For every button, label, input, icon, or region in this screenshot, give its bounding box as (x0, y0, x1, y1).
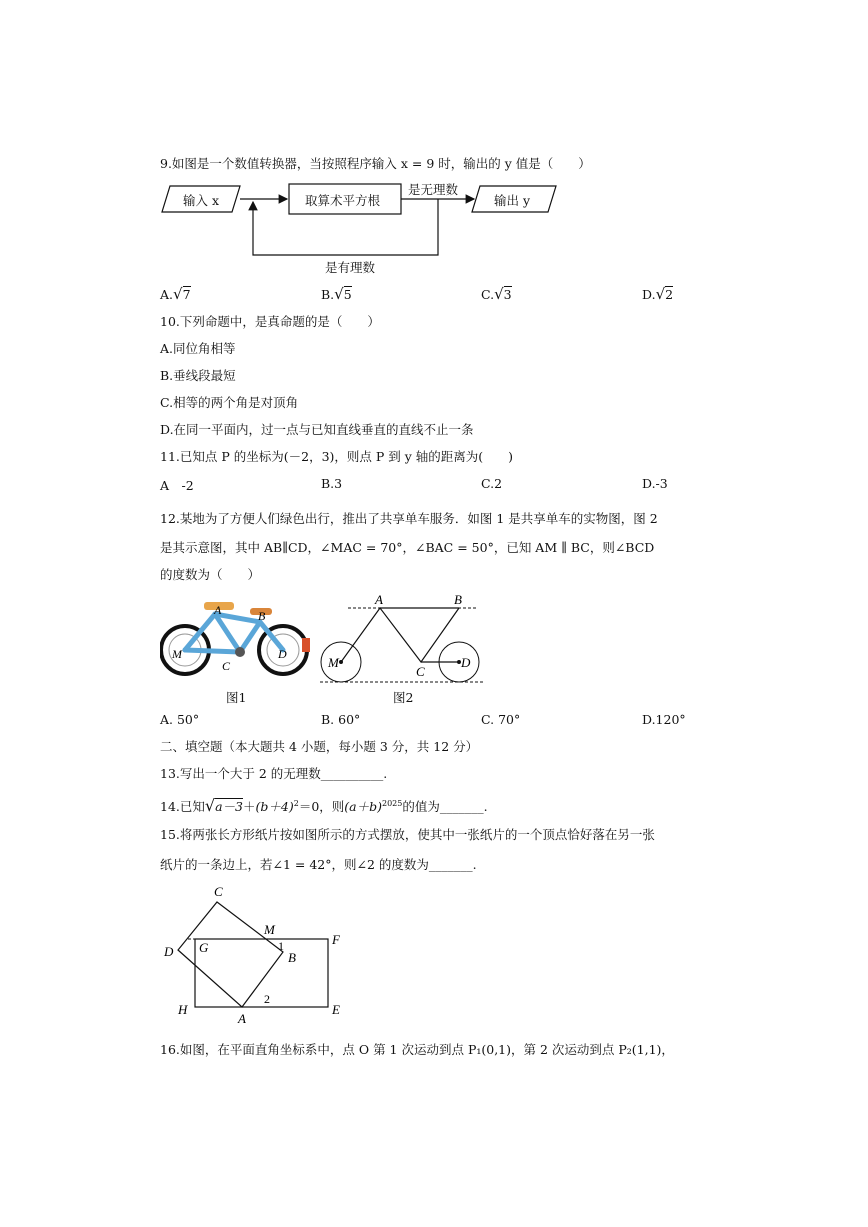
q10-option-b: B.垂线段最短 (160, 368, 236, 383)
q11-stem: 11.已知点 P 的坐标为(－2，3)，则点 P 到 y 轴的距离为( ) (160, 449, 514, 464)
q11-option-a: A -2 (160, 478, 194, 493)
schem-label-b: B (454, 592, 462, 607)
fig15-label-f: F (332, 932, 340, 947)
bicycle-photo (160, 592, 320, 687)
q9-option-d: D.√2 (642, 285, 674, 303)
fig15-label-b: B (288, 950, 296, 965)
q13-text: 13.写出一个大于 2 的无理数__________. (160, 766, 388, 781)
q9-option-c: C.√3 (481, 285, 512, 303)
schem-label-a: A (375, 592, 383, 607)
flow-input: 输入 x (183, 193, 220, 208)
schem-label-d: D (461, 655, 471, 670)
fig15-angle-2: 2 (264, 992, 270, 1006)
q10-option-d: D.在同一平面内，过一点与已知直线垂直的直线不止一条 (160, 422, 474, 437)
q15-figure (158, 882, 358, 1027)
q11-option-d: D.-3 (642, 476, 668, 491)
q11-option-b: B.3 (321, 476, 343, 491)
q10-option-c: C.相等的两个角是对顶角 (160, 395, 299, 410)
schem-label-c: C (416, 664, 425, 679)
q9-flowchart (0, 0, 868, 290)
q12-option-a: A. 50° (160, 712, 200, 727)
q10-option-a: A.同位角相等 (160, 341, 236, 356)
bike-label-m: M (172, 647, 182, 661)
flow-branch-rational: 是有理数 (325, 260, 376, 275)
q12-option-c: C. 70° (481, 712, 521, 727)
fig15-label-m: M (264, 922, 275, 937)
q14-text: 14.已知$√a-3+(b+4)^2=0$，则$(a+b)^{2025}$的值为_______. (160, 796, 488, 816)
q9-option-b: B.√5 (321, 285, 352, 303)
bike-label-c: C (222, 659, 231, 673)
q12-line1: 12.某地为了方便人们绿色出行，推出了共享单车服务．如图 1 是共享单车的实物图，图 2 (160, 511, 658, 526)
bike-label-d: D (278, 647, 287, 661)
q16-text: 16.如图，在平面直角坐标系中，点 O 第 1 次运动到点 P₁(0,1)，第 2 次运动到点 P₂(1,1)， (160, 1042, 674, 1057)
fig1-caption: 图1 (226, 690, 247, 705)
fig15-label-a: A (238, 1011, 246, 1026)
bike-label-b: B (258, 609, 266, 623)
fig15-label-c: C (214, 884, 223, 899)
q12-option-b: B. 60° (321, 712, 361, 727)
q15-line1: 15.将两张长方形纸片按如图所示的方式摆放，使其中一张纸片的一个顶点恰好落在另一张 (160, 827, 655, 842)
flow-branch-irrational: 是无理数 (408, 182, 459, 197)
q12-line3: 的度数为（ ） (160, 567, 261, 582)
bicycle-schematic (318, 590, 488, 685)
fig15-label-e: E (332, 1002, 340, 1017)
q9-option-a: A.√7 (160, 285, 191, 303)
q9-stem: 9.如图是一个数值转换器，当按照程序输入 x = 9 时，输出的 y 值是（ ） (160, 156, 591, 171)
fig15-angle-1: 1 (278, 939, 284, 953)
q10-stem: 10.下列命题中，是真命题的是（ ） (160, 314, 380, 329)
flow-output: 输出 y (494, 193, 531, 208)
bike-label-a: A (214, 603, 222, 617)
q11-option-c: C.2 (481, 476, 503, 491)
q12-line2: 是其示意图，其中 AB∥CD，∠MAC = 70°，∠BAC = 50°，已知 AM ∥ BC，则∠BCD (160, 540, 655, 555)
flow-process: 取算术平方根 (305, 193, 381, 208)
fig15-label-d: D (164, 944, 174, 959)
schem-label-m: M (328, 655, 339, 670)
fig2-caption: 图2 (393, 690, 414, 705)
q12-option-d: D.120° (642, 712, 686, 727)
fig15-label-h: H (178, 1002, 188, 1017)
q15-line2: 纸片的一条边上，若∠1 = 42°，则∠2 的度数为_______. (160, 857, 477, 872)
fig15-label-g: G (199, 940, 209, 955)
section2-heading: 二、填空题（本大题共 4 小题，每小题 3 分，共 12 分） (160, 739, 479, 754)
